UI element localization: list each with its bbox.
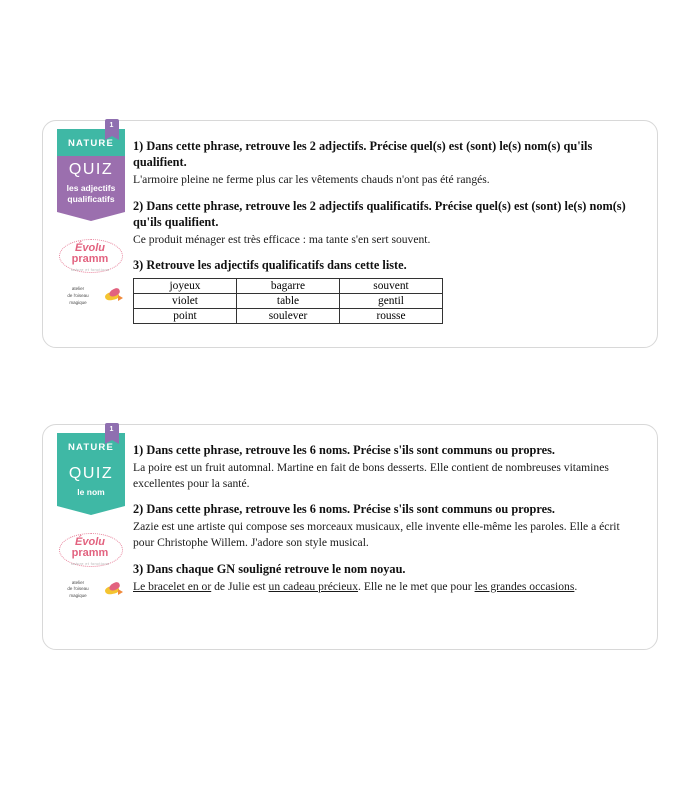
badge-nature-label <box>57 122 125 156</box>
quiz-card-adjectifs <box>42 120 658 348</box>
atelier-line1: atelier <box>71 286 85 292</box>
evolupramm-line2: pramm <box>71 546 109 559</box>
wordlist-cell: joyeux <box>134 279 237 294</box>
badge-subtitle: le nom <box>57 487 125 506</box>
answer-sentence-3 <box>133 579 637 595</box>
evolupramm-tagline: nature et fonctions <box>70 560 110 566</box>
badge-subtitle: les adjectifs qualificatifs <box>57 183 125 212</box>
bird-icon <box>103 288 123 304</box>
answer-sentence-1: La poire est un fruit automnal. Martine en fait de bons desserts. Elle contient de nombreuses vitamines excellentes pour la santé. <box>133 460 609 490</box>
evolupramm-logo <box>57 237 123 272</box>
card-rail-adjectifs <box>43 121 127 347</box>
badge-tail <box>57 212 125 221</box>
table-row <box>134 309 443 324</box>
badge-pin-number: 1 <box>105 423 119 440</box>
question-3: 3) Retrouve les adjectifs qualificatifs dans cette liste. <box>133 258 407 273</box>
answer-text: . Elle ne le met que pour <box>358 579 475 593</box>
question-2: 2) Dans cette phrase, retrouve les 2 adjectifs qualificatifs. Précise quel(s) est (sont) le(s) nom(s) qu'ils qualifient. <box>133 198 626 229</box>
atelier-line2: de l'oiseau <box>67 586 89 592</box>
badge-tail <box>57 506 125 515</box>
evolupramm-line1: Évolu <box>75 242 105 255</box>
quiz-badge-nom <box>57 426 125 515</box>
atelier-logo <box>57 580 123 600</box>
wordlist-cell: rousse <box>340 309 443 324</box>
wordlist-cell: souvent <box>340 279 443 294</box>
card-content-adjectifs <box>127 121 657 347</box>
wordlist-table <box>133 278 443 324</box>
wordlist-cell: bagarre <box>237 279 340 294</box>
evolupramm-tagline: nature et fonctions <box>70 267 110 273</box>
underlined-gn: les grandes occasions <box>474 579 575 593</box>
card-rail-nom <box>43 425 127 649</box>
bird-icon <box>103 582 123 598</box>
wordlist-cell: soulever <box>237 309 340 324</box>
answer-text: . <box>574 579 578 593</box>
question-1: 1) Dans cette phrase, retrouve les 2 adjectifs. Précise quel(s) est (sont) le(s) nom(s) qu'ils qualifient. <box>133 139 593 169</box>
badge-nature-text: NATURE <box>67 138 115 149</box>
atelier-line2: de l'oiseau <box>67 293 89 298</box>
wordlist-cell: gentil <box>340 294 443 309</box>
answer-text: de Julie est <box>211 579 269 593</box>
table-row <box>134 294 443 309</box>
wordlist-cell: table <box>237 294 340 309</box>
underlined-gn: un cadeau précieux <box>268 579 359 593</box>
badge-nature-text: NATURE <box>67 442 115 453</box>
answer-sentence-2: Zazie est une artiste qui compose ses morceaux musicaux, elle invente elle-même les paroles. Elle a écrit pour Christophe Willem. J'adore son style musical. <box>133 520 620 549</box>
question-1: 1) Dans cette phrase, retrouve les 6 noms. Précise s'ils sont communs ou propres. <box>133 443 555 457</box>
evolupramm-line2: pramm <box>71 253 109 266</box>
question-2: 2) Dans cette phrase, retrouve les 6 noms. Précise s'ils sont communs ou propres. <box>133 502 555 517</box>
wordlist-cell: point <box>134 309 237 324</box>
question-3: 3) Dans chaque GN souligné retrouve le nom noyau. <box>133 561 406 576</box>
quiz-badge-adjectifs <box>57 122 125 221</box>
atelier-line3: magique <box>69 593 87 599</box>
badge-quiz-label: QUIZ <box>57 460 125 487</box>
quiz-card-nom <box>42 424 658 650</box>
badge-pin-number: 1 <box>105 119 119 136</box>
underlined-gn: Le bracelet en or <box>133 579 212 593</box>
table-row <box>134 279 443 294</box>
badge-nature-label <box>57 426 125 460</box>
card-content-nom <box>127 425 657 649</box>
answer-sentence-2: Ce produit ménager est très efficace : ma tante s'en sert souvent. <box>133 232 431 246</box>
wordlist-cell: violet <box>134 294 237 309</box>
badge-quiz-label: QUIZ <box>57 156 125 183</box>
evolupramm-line1: Évolu <box>75 535 105 548</box>
atelier-line1: atelier <box>71 579 85 585</box>
answer-sentence-1: L'armoire pleine ne ferme plus car les vêtements chauds n'ont pas été rangés. <box>133 172 490 186</box>
atelier-logo <box>57 286 123 306</box>
atelier-line3: magique <box>69 299 87 305</box>
evolupramm-logo <box>57 531 123 566</box>
